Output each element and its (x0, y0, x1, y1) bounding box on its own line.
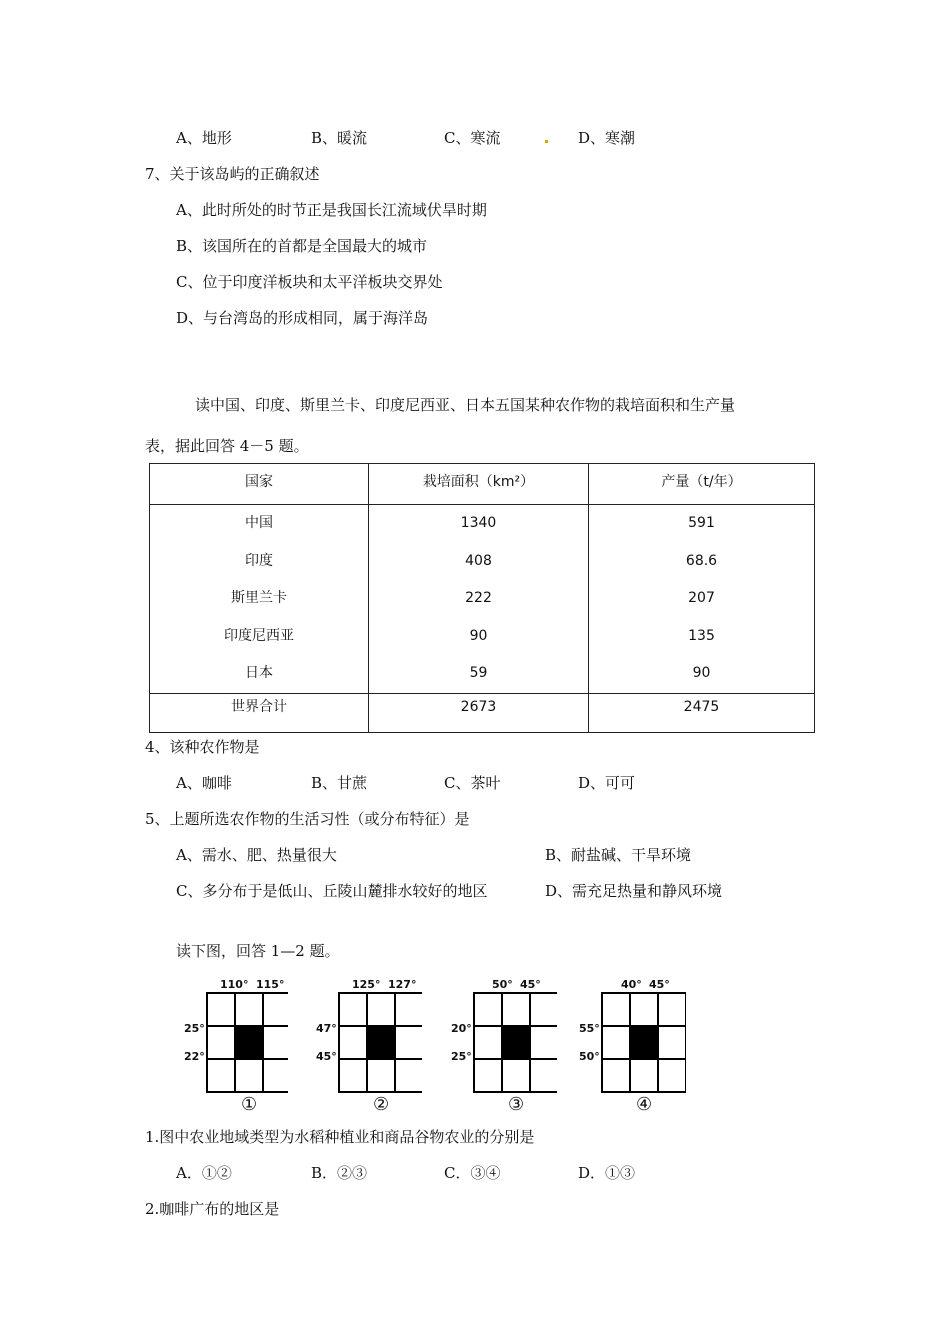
total-label: 世界合计 (150, 693, 369, 732)
side-label: 20° (451, 1022, 472, 1035)
side-label: 45° (316, 1050, 337, 1063)
map-number: ④ (636, 1094, 653, 1115)
table-cell: 印度 (245, 552, 273, 569)
total-area: 2673 (369, 693, 589, 732)
stray-mark (545, 140, 548, 143)
q1-stem: 1.图中农业地域类型为水稻种植业和商品谷物农业的分别是 (145, 1128, 535, 1146)
table-cell: 斯里兰卡 (231, 590, 287, 606)
header-area: 栽培面积（km²） (369, 464, 589, 505)
top-label: 45° (520, 978, 541, 991)
q1-option-a: A．①② (176, 1164, 232, 1182)
q1-options (0, 1162, 950, 1182)
header-output: 产量（t/年） (589, 464, 815, 505)
top-label: 45° (649, 978, 670, 991)
lat-lon-grid (447, 978, 557, 1118)
side-label: 55° (579, 1022, 600, 1035)
q6-option-c: C、寒流 (444, 129, 501, 147)
country-list (150, 505, 368, 693)
q5-option-a: A、需水、肥、热量很大 (176, 846, 337, 864)
q5-stem: 5、上题所选农作物的生活习性（或分布特征）是 (145, 810, 470, 828)
table-header-row (150, 464, 815, 505)
lat-lon-grid (178, 978, 288, 1118)
q1-option-b: B．②③ (311, 1164, 368, 1182)
table-cell: 日本 (245, 665, 273, 681)
figure-intro: 读下图，回答 1—2 题。 (176, 942, 340, 960)
map-number: ③ (508, 1094, 525, 1115)
table-total-row (150, 693, 815, 732)
table-cell: 135 (688, 627, 715, 644)
top-label: 50° (492, 978, 513, 991)
header-country: 国家 (150, 464, 369, 505)
q6-option-b: B、暖流 (311, 129, 368, 147)
q7-option-c: C、位于印度洋板块和太平洋板块交界处 (176, 273, 443, 291)
side-label: 25° (184, 1022, 205, 1035)
table-cell: 68.6 (685, 552, 718, 569)
q4-option-d: D、可可 (578, 774, 636, 792)
top-label: 40° (621, 978, 642, 991)
table-cell: 408 (465, 552, 492, 569)
intro-line-1: 读中国、印度、斯里兰卡、印度尼西亚、日本五国某种农作物的栽培面积和生产量 (195, 396, 736, 414)
q4-option-b: B、甘蔗 (311, 774, 368, 792)
intro-line-2: 表，据此回答 4－5 题。 (145, 437, 309, 455)
map-grid-1 (178, 978, 288, 1118)
map-number: ① (241, 1094, 258, 1115)
q5-option-d: D、需充足热量和静风环境 (545, 882, 723, 900)
side-label: 22° (184, 1050, 205, 1063)
q6-option-a: A、地形 (176, 129, 232, 147)
map-number: ② (373, 1094, 390, 1115)
map-grid-4 (576, 978, 686, 1118)
output-list (589, 505, 814, 693)
q1-option-c: C．③④ (444, 1164, 501, 1182)
area-list (369, 505, 588, 693)
map-grid-3 (447, 978, 557, 1118)
total-output: 2475 (589, 693, 815, 732)
table-cell: 207 (688, 590, 715, 606)
q4-stem: 4、该种农作物是 (145, 738, 260, 756)
q7-option-d: D、与台湾岛的形成相同，属于海洋岛 (176, 309, 429, 327)
top-label: 110° (220, 978, 249, 991)
q4-options (0, 772, 950, 792)
table-cell: 222 (465, 590, 492, 606)
q6-options (0, 127, 950, 147)
q2-stem: 2.咖啡广布的地区是 (145, 1200, 280, 1218)
table-cell: 印度尼西亚 (224, 627, 294, 644)
top-label: 125° (352, 978, 381, 991)
top-label: 127° (388, 978, 417, 991)
side-label: 47° (316, 1022, 337, 1035)
q1-option-d: D．①③ (578, 1164, 636, 1182)
lat-lon-grid (312, 978, 422, 1118)
table-cell: 中国 (245, 515, 273, 531)
q7-option-a: A、此时所处的时节正是我国长江流域伏旱时期 (176, 201, 487, 219)
q6-option-d: D、寒潮 (578, 129, 636, 147)
q4-option-c: C、茶叶 (444, 774, 501, 792)
table-cell: 591 (688, 515, 715, 531)
q5-option-b: B、耐盐碱、干旱环境 (545, 846, 692, 864)
table-body-row (150, 505, 815, 694)
side-label: 50° (579, 1050, 600, 1063)
table-cell: 1340 (460, 515, 497, 531)
map-grid-2 (312, 978, 422, 1118)
top-label: 115° (256, 978, 285, 991)
q5-option-c: C、多分布于是低山、丘陵山麓排水较好的地区 (176, 882, 488, 900)
side-label: 25° (451, 1050, 472, 1063)
lat-lon-grid (576, 978, 686, 1118)
table-cell: 90 (692, 665, 711, 681)
q4-option-a: A、咖啡 (176, 774, 232, 792)
table-cell: 90 (469, 627, 488, 644)
q7-option-b: B、该国所在的首都是全国最大的城市 (176, 237, 428, 255)
table-cell: 59 (469, 665, 488, 681)
q7-stem: 7、关于该岛屿的正确叙述 (145, 165, 320, 183)
crop-table (149, 463, 815, 733)
